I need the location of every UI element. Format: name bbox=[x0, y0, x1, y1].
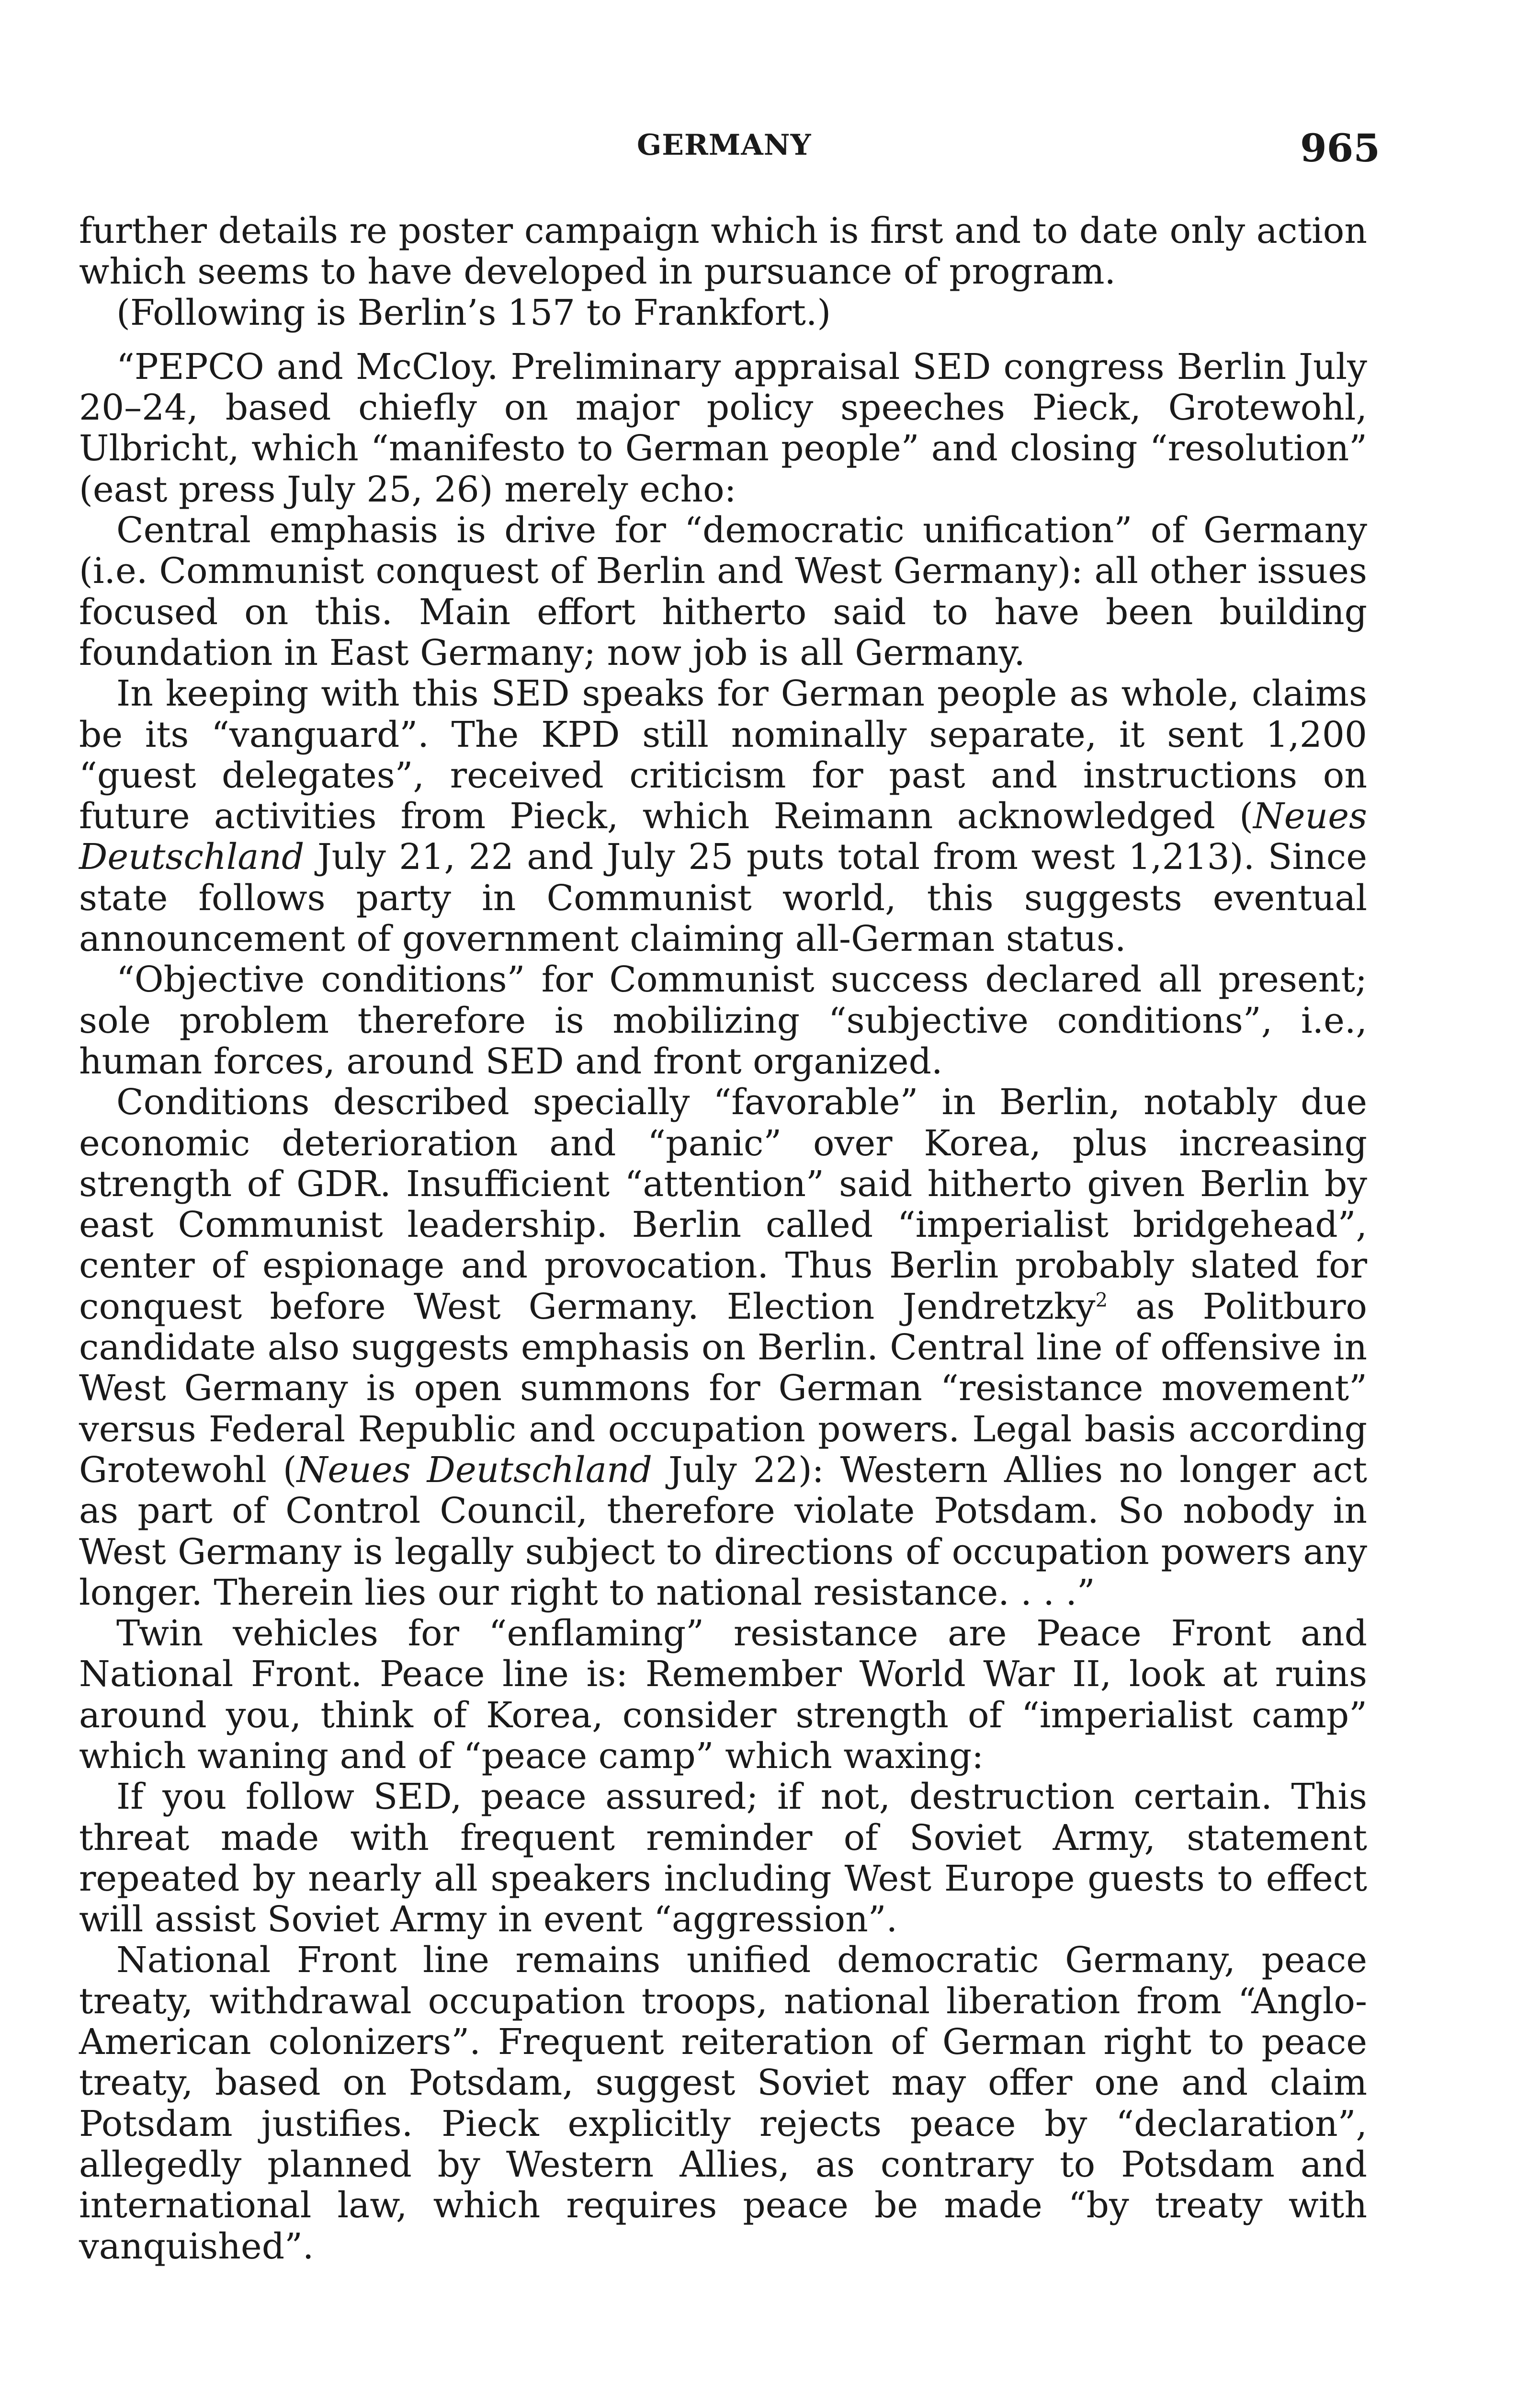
paragraph-attribution: (Following is Berlin’s 157 to Frankfort.) bbox=[116, 292, 831, 333]
paragraph-berlin-text-a: Conditions described specially “favorable” in Berlin, notably due economic deterioration and “panic” over Korea, plus increasing strength of GDR. Insufficient “attention” said hitherto given Berlin by east Communist leadership. Berlin called “imperialist bridgehead”, center of espionage and provocation. Thus Berlin probably slated for conquest before West Germany. Election Jendretzky bbox=[79, 1082, 1367, 1327]
paragraph-vanguard-text-a: In keeping with this SED speaks for German people as whole, claims be its “vanguard”. The KPD still nominally separate, it sent 1,200 “guest delegates”, received criticism for past and instructions on future activities from Pieck, which Reimann acknowledged ( bbox=[79, 673, 1367, 837]
paragraph-central-emphasis: Central emphasis is drive for “democratic unification” of Germany (i.e. Communist conquest of Berlin and West Germany): all other issues focused on this. Main effort hitherto said to have been building foundation in East Germany; now job is all Germany. bbox=[79, 510, 1367, 673]
running-head: GERMANY bbox=[637, 128, 812, 162]
paragraph-berlin-text-c: July 22): Western Allies no longer act as part of Control Council, therefore violate Potsdam. So nobody in West Germany is legally subject to directions of occupation powers any longer. Therein lies our right to national resistance. . . .” bbox=[79, 1449, 1367, 1613]
paragraph-vanguard-text-b: July 21, 22 and July 25 puts total from west 1,213). Since state follows party in Communist world, this suggests eventual announcement of government claiming all-German status. bbox=[79, 836, 1367, 960]
paragraph-continuation: further details re poster campaign which is first and to date only action which seems to have developed in pursuance of program. bbox=[79, 210, 1367, 293]
page-number: 965 bbox=[1300, 125, 1380, 171]
publication-title: Neues Deutschland bbox=[79, 796, 1367, 878]
paragraph-berlin-text-b: as Politburo candidate also suggests emphasis on Berlin. Central line of offensive in West Germany is open summons for German “resistance movement” versus Federal Republic and occupation powers. Legal basis according Grotewohl ( bbox=[79, 1286, 1367, 1491]
paragraph-twin-vehicles: Twin vehicles for “enflaming” resistance are Peace Front and National Front. Peace line is: Remember World War II, look at ruins around you, think of Korea, consider strength of “imperialist camp” which waning and of “peace camp” which waxing: bbox=[79, 1613, 1367, 1777]
paragraph-berlin-conditions bbox=[79, 1082, 1367, 1613]
paragraph-objective-conditions: “Objective conditions” for Communist success declared all present; sole problem therefore is mobilizing “subjective conditions”, i.e., human forces, around SED and front organized. bbox=[79, 959, 1367, 1082]
body-text bbox=[79, 211, 1367, 2267]
paragraph-peace-assured: If you follow SED, peace assured; if not, destruction certain. This threat made with frequent reminder of Soviet Army, statement repeated by nearly all speakers including West Europe guests to effect will assist Soviet Army in event “aggression”. bbox=[79, 1776, 1367, 1940]
paragraph-vanguard bbox=[79, 673, 1367, 959]
paragraph-telegram-opening: “PEPCO and McCloy. Preliminary appraisal SED congress Berlin July 20–24, based chiefly on major policy speeches Pieck, Grotewohl, Ulbricht, which “manifesto to German people” and closing “resolution” (east press July 25, 26) merely echo: bbox=[79, 346, 1367, 510]
publication-title: Neues Deutschland bbox=[296, 1449, 652, 1491]
paragraph-national-front: National Front line remains unified democratic Germany, peace treaty, withdrawal occupation troops, national liberation from “Anglo-American colonizers”. Frequent reiteration of German right to peace treaty, based on Potsdam, suggest Soviet may offer one and claim Potsdam justifies. Pieck explicitly rejects peace by “declaration”, allegedly planned by Western Allies, as contrary to Potsdam and international law, which requires peace be made “by treaty with vanquished”. bbox=[79, 1939, 1367, 2267]
footnote-reference: 2 bbox=[1095, 1289, 1108, 1312]
